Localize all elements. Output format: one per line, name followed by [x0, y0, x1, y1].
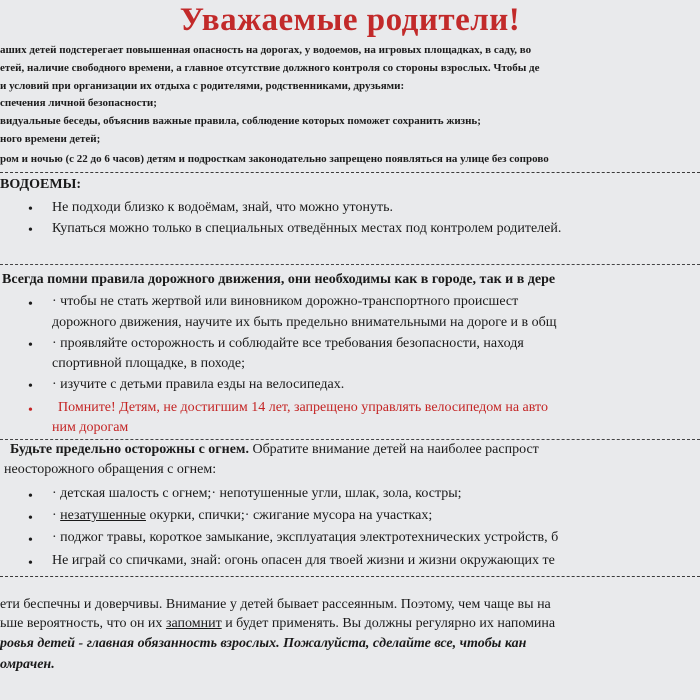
- section-divider: [0, 172, 700, 173]
- fire-bullet-2: •: [28, 511, 33, 526]
- fire-item-2: [52, 508, 432, 524]
- intro-line-3: и условий при организации их отдыха с родителями, родственниками, друзьями:: [0, 80, 405, 92]
- closing-line-2-b: и будет применять. Вы должны регулярно их напомина: [221, 616, 556, 631]
- road-item-1-line-2: дорожного движения, научите их быть предельно внимательными на дороге и в общ: [52, 315, 557, 330]
- fire-heading: [10, 442, 539, 458]
- road-bullet-3: •: [28, 379, 33, 394]
- closing-line-2-a: ьше вероятность, что он их: [0, 616, 166, 631]
- road-bullet-1: •: [28, 297, 33, 312]
- closing-line-3: ровья детей - главная обязанность взрослых. Пожалуйста, сделайте все, чтобы кан: [0, 636, 527, 651]
- road-warning-line-2: ним дорогам: [52, 420, 129, 435]
- road-item-3: · изучите с детьми правила езды на велосипедах.: [52, 377, 345, 392]
- road-item-1-line-1: · чтобы не стать жертвой или виновником дорожно-транспортного происшест: [52, 294, 519, 309]
- fire-bullet-3: •: [28, 533, 33, 548]
- fire-item-2-rest: окурки, спички;· сжигание мусора на участках;: [145, 508, 433, 523]
- intro-line-4: спечения личной безопасности;: [0, 97, 157, 109]
- water-heading: ВОДОЕМЫ:: [0, 177, 82, 192]
- water-item-1: Не подходи близко к водоёмам, знай, что можно утонуть.: [52, 200, 393, 215]
- water-bullet-2: •: [28, 223, 33, 238]
- intro-line-2: етей, наличие свободного времени, а главное отсутствие должного контроля со стороны взрослых. Чтобы де: [0, 62, 540, 74]
- fire-item-3: · поджог травы, короткое замыкание, эксплуатация электротехнических устройств, б: [52, 530, 559, 545]
- fire-bullet-4: •: [28, 556, 33, 571]
- intro-line-7: ром и ночью (с 22 до 6 часов) детям и подросткам законодательно запрещено появляться на улице без сопрово: [0, 153, 549, 165]
- road-warning-line-1: Помните! Детям, не достигшим 14 лет, запрещено управлять велосипедом на авто: [58, 400, 548, 415]
- water-bullet-1: •: [28, 202, 33, 217]
- intro-line-5: видуальные беседы, объяснив важные правила, соблюдение которых поможет сохранить жизнь;: [0, 115, 481, 127]
- intro-line-6: ного времени детей;: [0, 133, 101, 145]
- closing-line-4: омрачен.: [0, 657, 55, 672]
- fire-item-1: · детская шалость с огнем;· непотушенные угли, шлак, зола, костры;: [52, 486, 462, 501]
- fire-item-2-underlined: незатушенные: [60, 508, 146, 523]
- section-divider-2: [0, 576, 700, 577]
- road-item-2-line-1: · проявляйте осторожность и соблюдайте все требования безопасности, находя: [52, 336, 524, 351]
- fire-line-2: неосторожного обращения с огнем:: [4, 462, 217, 477]
- fire-heading-bold: Будьте предельно осторожны с огнем.: [10, 442, 249, 457]
- road-heading: Всегда помни правила дорожного движения, они необходимы как в городе, так и в дере: [2, 272, 556, 287]
- closing-line-2: [0, 616, 555, 632]
- page-title: Уважаемые родители!: [179, 2, 521, 38]
- fire-item-2-prefix: ·: [52, 508, 61, 523]
- fire-item-4: Не играй со спичками, знай: огонь опасен для твоей жизни и жизни окружающих те: [52, 553, 555, 568]
- intro-line-1: аших детей подстерегает повышенная опасность на дорогах, у водоемов, на игровых площадках, в саду, во: [0, 44, 532, 56]
- closing-line-2-underlined: запомнит: [165, 616, 222, 631]
- water-item-2: Купаться можно только в специальных отведённых местах под контролем родителей.: [52, 221, 562, 236]
- fire-bullet-1: •: [28, 489, 33, 504]
- road-item-2-line-2: спортивной площадке, в походе;: [52, 356, 246, 371]
- road-warning-bullet: •: [28, 403, 33, 418]
- closing-line-1: ети беспечны и доверчивы. Внимание у детей бывает рассеянным. Поэтому, чем чаще вы на: [0, 597, 551, 612]
- fire-heading-rest: Обратите внимание детей на наиболее распрост: [248, 442, 539, 457]
- road-bullet-2: •: [28, 338, 33, 353]
